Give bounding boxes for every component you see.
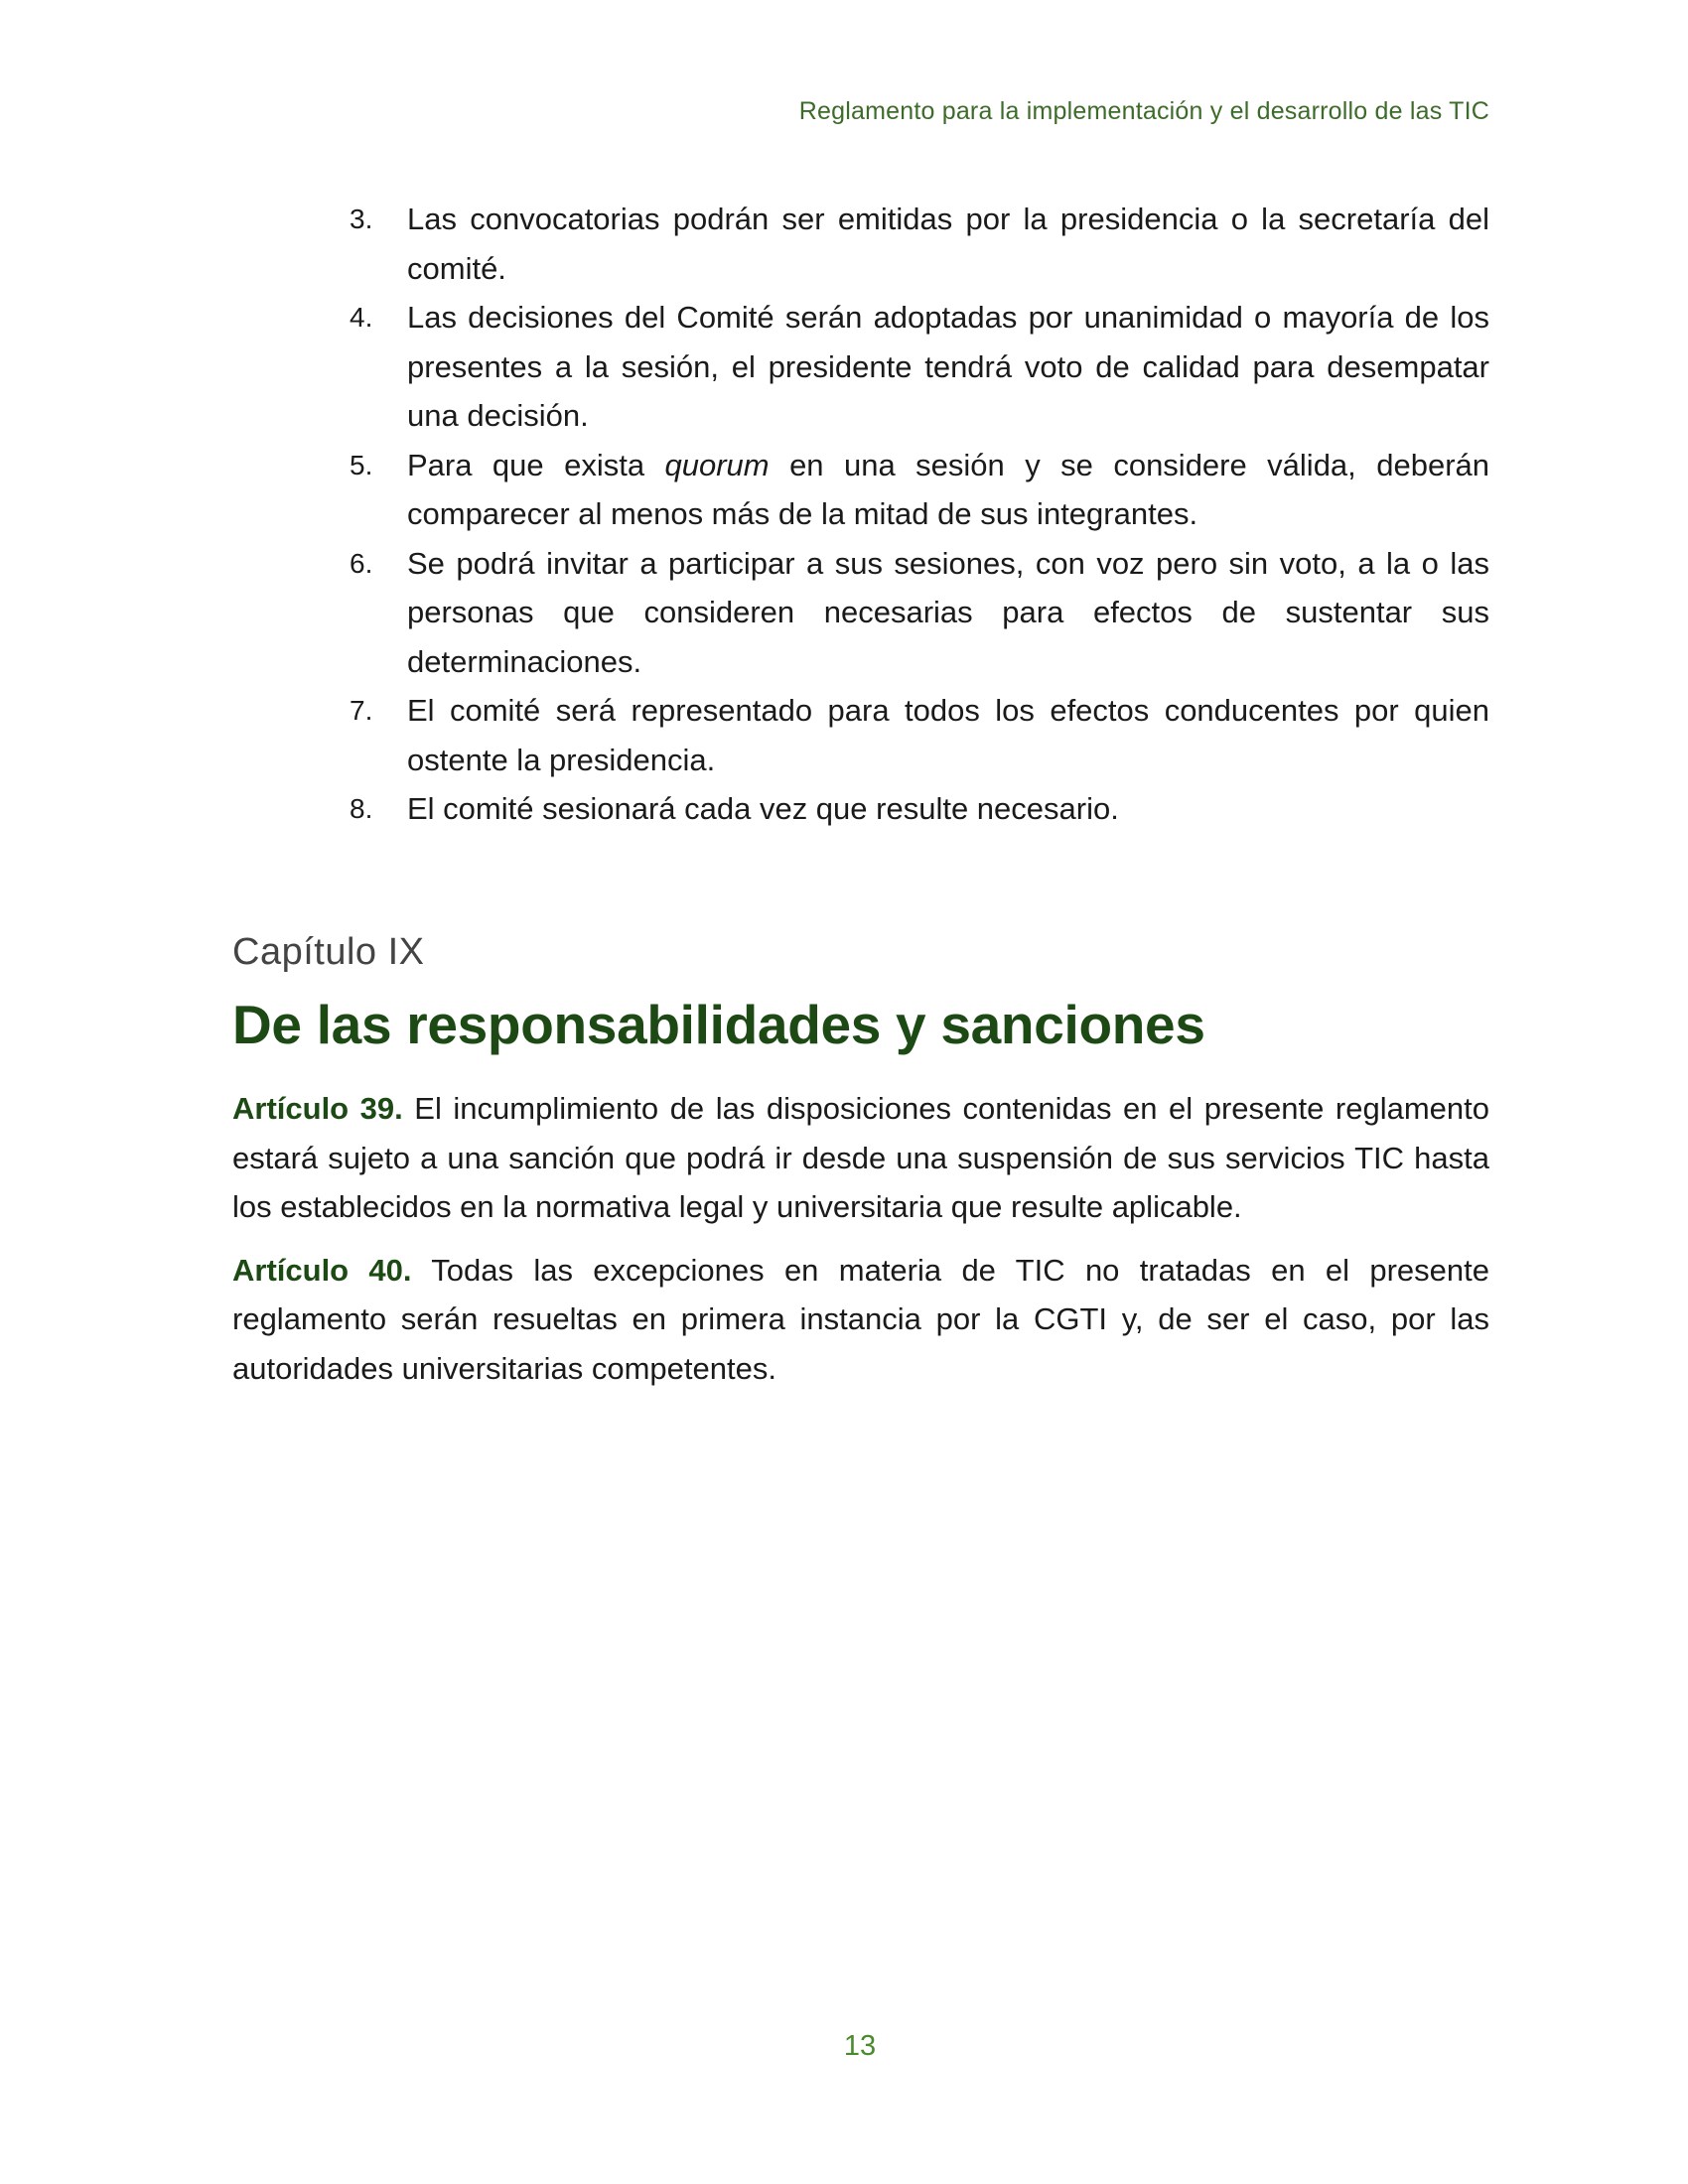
committee-rules-list xyxy=(350,195,1489,834)
article-text: El incumplimiento de las disposiciones contenidas en el presente reglamento estará sujeto a una sanción que podrá ir desde una suspensión de sus servicios TIC hasta los establecidos en la normativa legal y universitaria que resulte aplicable. xyxy=(232,1091,1489,1224)
articles-section xyxy=(232,1084,1489,1407)
article-39 xyxy=(232,1084,1489,1232)
list-text: El comité será representado para todos los efectos conducentes por quien ostente la presidencia. xyxy=(407,693,1489,777)
list-text: El comité sesionará cada vez que resulte necesario. xyxy=(407,791,1119,826)
list-text: Las convocatorias podrán ser emitidas por la presidencia o la secretaría del comité. xyxy=(407,202,1489,286)
list-number: 8. xyxy=(350,793,373,824)
list-item xyxy=(350,784,1489,834)
list-number: 6. xyxy=(350,547,373,579)
list-text: Se podrá invitar a participar a sus sesiones, con voz pero sin voto, a la o las personas que consideren necesarias para efectos de sustentar sus determinaciones. xyxy=(407,545,1489,679)
list-text-after: en una sesión y se considere válida, deberán comparecer al menos más de la mitad de sus integrantes. xyxy=(407,447,1489,531)
list-number: 4. xyxy=(350,302,373,333)
article-label: Artículo 40. xyxy=(232,1252,412,1288)
list-text: Las decisiones del Comité serán adoptadas por unanimidad o mayoría de los presentes a la sesión, el presidente tendrá voto de calidad para desempatar una decisión. xyxy=(407,300,1489,433)
running-header: Reglamento para la implementación y el desarrollo de las TIC xyxy=(798,97,1489,125)
article-40 xyxy=(232,1246,1489,1394)
list-text-italic: quorum xyxy=(664,447,770,482)
chapter-label: Capítulo IX xyxy=(232,931,425,973)
list-number: 7. xyxy=(350,695,373,726)
list-item xyxy=(350,539,1489,687)
chapter-title: De las responsabilidades y sanciones xyxy=(232,994,1205,1055)
list-item xyxy=(350,686,1489,784)
list-number: 5. xyxy=(350,449,373,480)
article-text: Todas las excepciones en materia de TIC no tratadas en el presente reglamento serán resueltas en primera instancia por la CGTI y, de ser el caso, por las autoridades universitarias competentes. xyxy=(232,1252,1489,1386)
list-number: 3. xyxy=(350,204,373,234)
list-item xyxy=(350,195,1489,293)
list-item xyxy=(350,441,1489,539)
list-text-before: Para que exista xyxy=(407,447,665,482)
page-number: 13 xyxy=(843,2030,877,2062)
list-item xyxy=(350,293,1489,441)
article-label: Artículo 39. xyxy=(232,1091,403,1126)
